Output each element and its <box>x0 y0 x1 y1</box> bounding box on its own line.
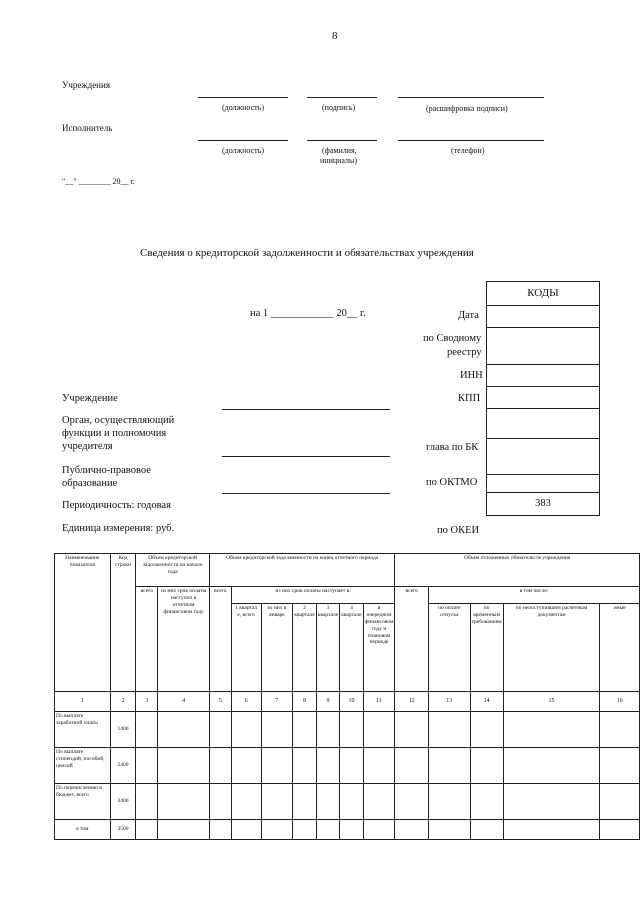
caption-decoding: (расшифровка подписи) <box>426 104 508 113</box>
header-ob-total: всего <box>395 587 429 692</box>
code-svodny <box>487 328 599 365</box>
header-name: Наименование показателя <box>55 554 111 692</box>
header-start: Объем кредиторской задолженности на начало года <box>136 554 209 587</box>
label-svodny-1: по Сводному <box>423 333 482 344</box>
caption-position: (должность) <box>222 103 264 112</box>
caption-fio-2: инициалы) <box>320 156 358 165</box>
organ-line <box>222 456 390 457</box>
header-code: Код строки <box>110 554 136 692</box>
header-q2: 2 квартале <box>293 604 316 692</box>
row-name: По выплате стипендий, пособий, пенсий <box>55 748 111 784</box>
label-organ-1: Орган, осуществляющий <box>62 415 175 426</box>
position-line <box>198 97 288 98</box>
header-q4: 4 квартале <box>340 604 363 692</box>
col-num: 10 <box>340 692 363 712</box>
code-bk <box>487 409 599 439</box>
header-q1: 1 квартал е, всего <box>231 604 261 692</box>
header-end: Объем кредиторской задолженности на конец отчетного периода <box>209 554 395 587</box>
row-name: По перечислению в бюджет, всего <box>55 784 111 820</box>
col-num: 3 <box>136 692 158 712</box>
header-jan: из них в январе <box>261 604 293 692</box>
institution-label: Учреждения <box>62 80 110 90</box>
col-num: 2 <box>110 692 136 712</box>
header-oblig: Объем отложенных обязательств учреждения <box>395 554 640 587</box>
table-row <box>55 748 640 784</box>
col-num: 7 <box>261 692 293 712</box>
signature-line <box>307 97 377 98</box>
header-ob-incl: в том числе: <box>429 587 640 604</box>
col-num: 9 <box>316 692 339 712</box>
header-start-sub: из них срок оплаты наступил в отчетном финансовом году <box>158 587 210 692</box>
form-title: Сведения о кредиторской задолженности и обязательствах учреждения <box>140 247 474 259</box>
label-ppo-2: образование <box>62 478 118 489</box>
col-num: 11 <box>363 692 395 712</box>
col-num: 6 <box>231 692 261 712</box>
codes-header: КОДЫ <box>487 282 599 306</box>
report-date: на 1 ____________ 20__ г. <box>250 308 366 319</box>
phone-line <box>398 140 544 141</box>
row-code: 3500 <box>110 820 136 840</box>
caption-phone: (телефон) <box>451 146 485 155</box>
header-start-total: всего <box>136 587 158 692</box>
position-line-2 <box>198 140 288 141</box>
debt-table <box>54 553 640 840</box>
page-number: 8 <box>332 30 338 42</box>
sign-date: "__" ________ 20__ г. <box>62 177 135 186</box>
col-num: 15 <box>503 692 600 712</box>
ppo-line <box>222 493 390 494</box>
row-code: 1400 <box>110 712 136 748</box>
label-organ-2: функции и полномочия <box>62 428 167 439</box>
col-num: 5 <box>209 692 231 712</box>
header-next: в очередном финансовом году и плановом периоде <box>363 604 395 692</box>
table-row <box>55 784 640 820</box>
fio-line <box>307 140 377 141</box>
label-ppo-1: Публично-правовое <box>62 465 151 476</box>
label-periodicity: Периодичность: годовая <box>62 500 171 511</box>
table-row <box>55 820 640 840</box>
header-other: иные <box>600 604 640 692</box>
col-num: 16 <box>600 692 640 712</box>
row-code: 2400 <box>110 748 136 784</box>
col-num: 13 <box>429 692 471 712</box>
row-name: По выплате заработной платы <box>55 712 111 748</box>
caption-fio-1: (фамилия, <box>322 146 357 155</box>
label-inn: ИНН <box>460 370 483 381</box>
header-temp: по временным требованиям <box>470 604 503 692</box>
label-unit: Единица измерения: руб. <box>62 523 175 534</box>
header-q3: 3 квартале <box>316 604 339 692</box>
label-kpp: КПП <box>458 393 481 404</box>
col-num: 1 <box>55 692 111 712</box>
row-name: в том <box>55 820 111 840</box>
codes-box <box>486 281 600 516</box>
label-okei: по ОКЕИ <box>437 525 480 536</box>
col-num: 12 <box>395 692 429 712</box>
caption-position-2: (должность) <box>222 146 264 155</box>
row-code: 3400 <box>110 784 136 820</box>
col-num: 14 <box>470 692 503 712</box>
code-kpp <box>487 387 599 409</box>
table-row <box>55 712 640 748</box>
code-blank <box>487 475 599 493</box>
decoding-line <box>398 97 544 98</box>
code-inn <box>487 365 599 387</box>
label-date: Дата <box>458 310 479 321</box>
col-num: 4 <box>158 692 210 712</box>
label-oktmo: по ОКТМО <box>426 477 478 488</box>
code-oktmo <box>487 439 599 475</box>
header-docs: по непоступившим расчетным документам <box>503 604 600 692</box>
label-svodny-2: реестру <box>447 347 482 358</box>
header-end-sub: из них срок оплаты наступает в: <box>231 587 395 604</box>
label-organ-3: учредителя <box>62 441 113 452</box>
header-end-total: всего <box>209 587 231 692</box>
caption-signature: (подпись) <box>322 103 356 112</box>
label-institution: Учреждение <box>62 393 118 404</box>
header-vacation: по оплате отпуска <box>429 604 471 692</box>
code-okei: 383 <box>535 498 551 509</box>
column-numbers-row <box>55 692 640 712</box>
institution-line <box>222 409 390 410</box>
label-bk: глава по БК <box>426 442 479 453</box>
col-num: 8 <box>293 692 316 712</box>
code-date <box>487 306 599 328</box>
executor-label: Исполнитель <box>62 123 113 133</box>
